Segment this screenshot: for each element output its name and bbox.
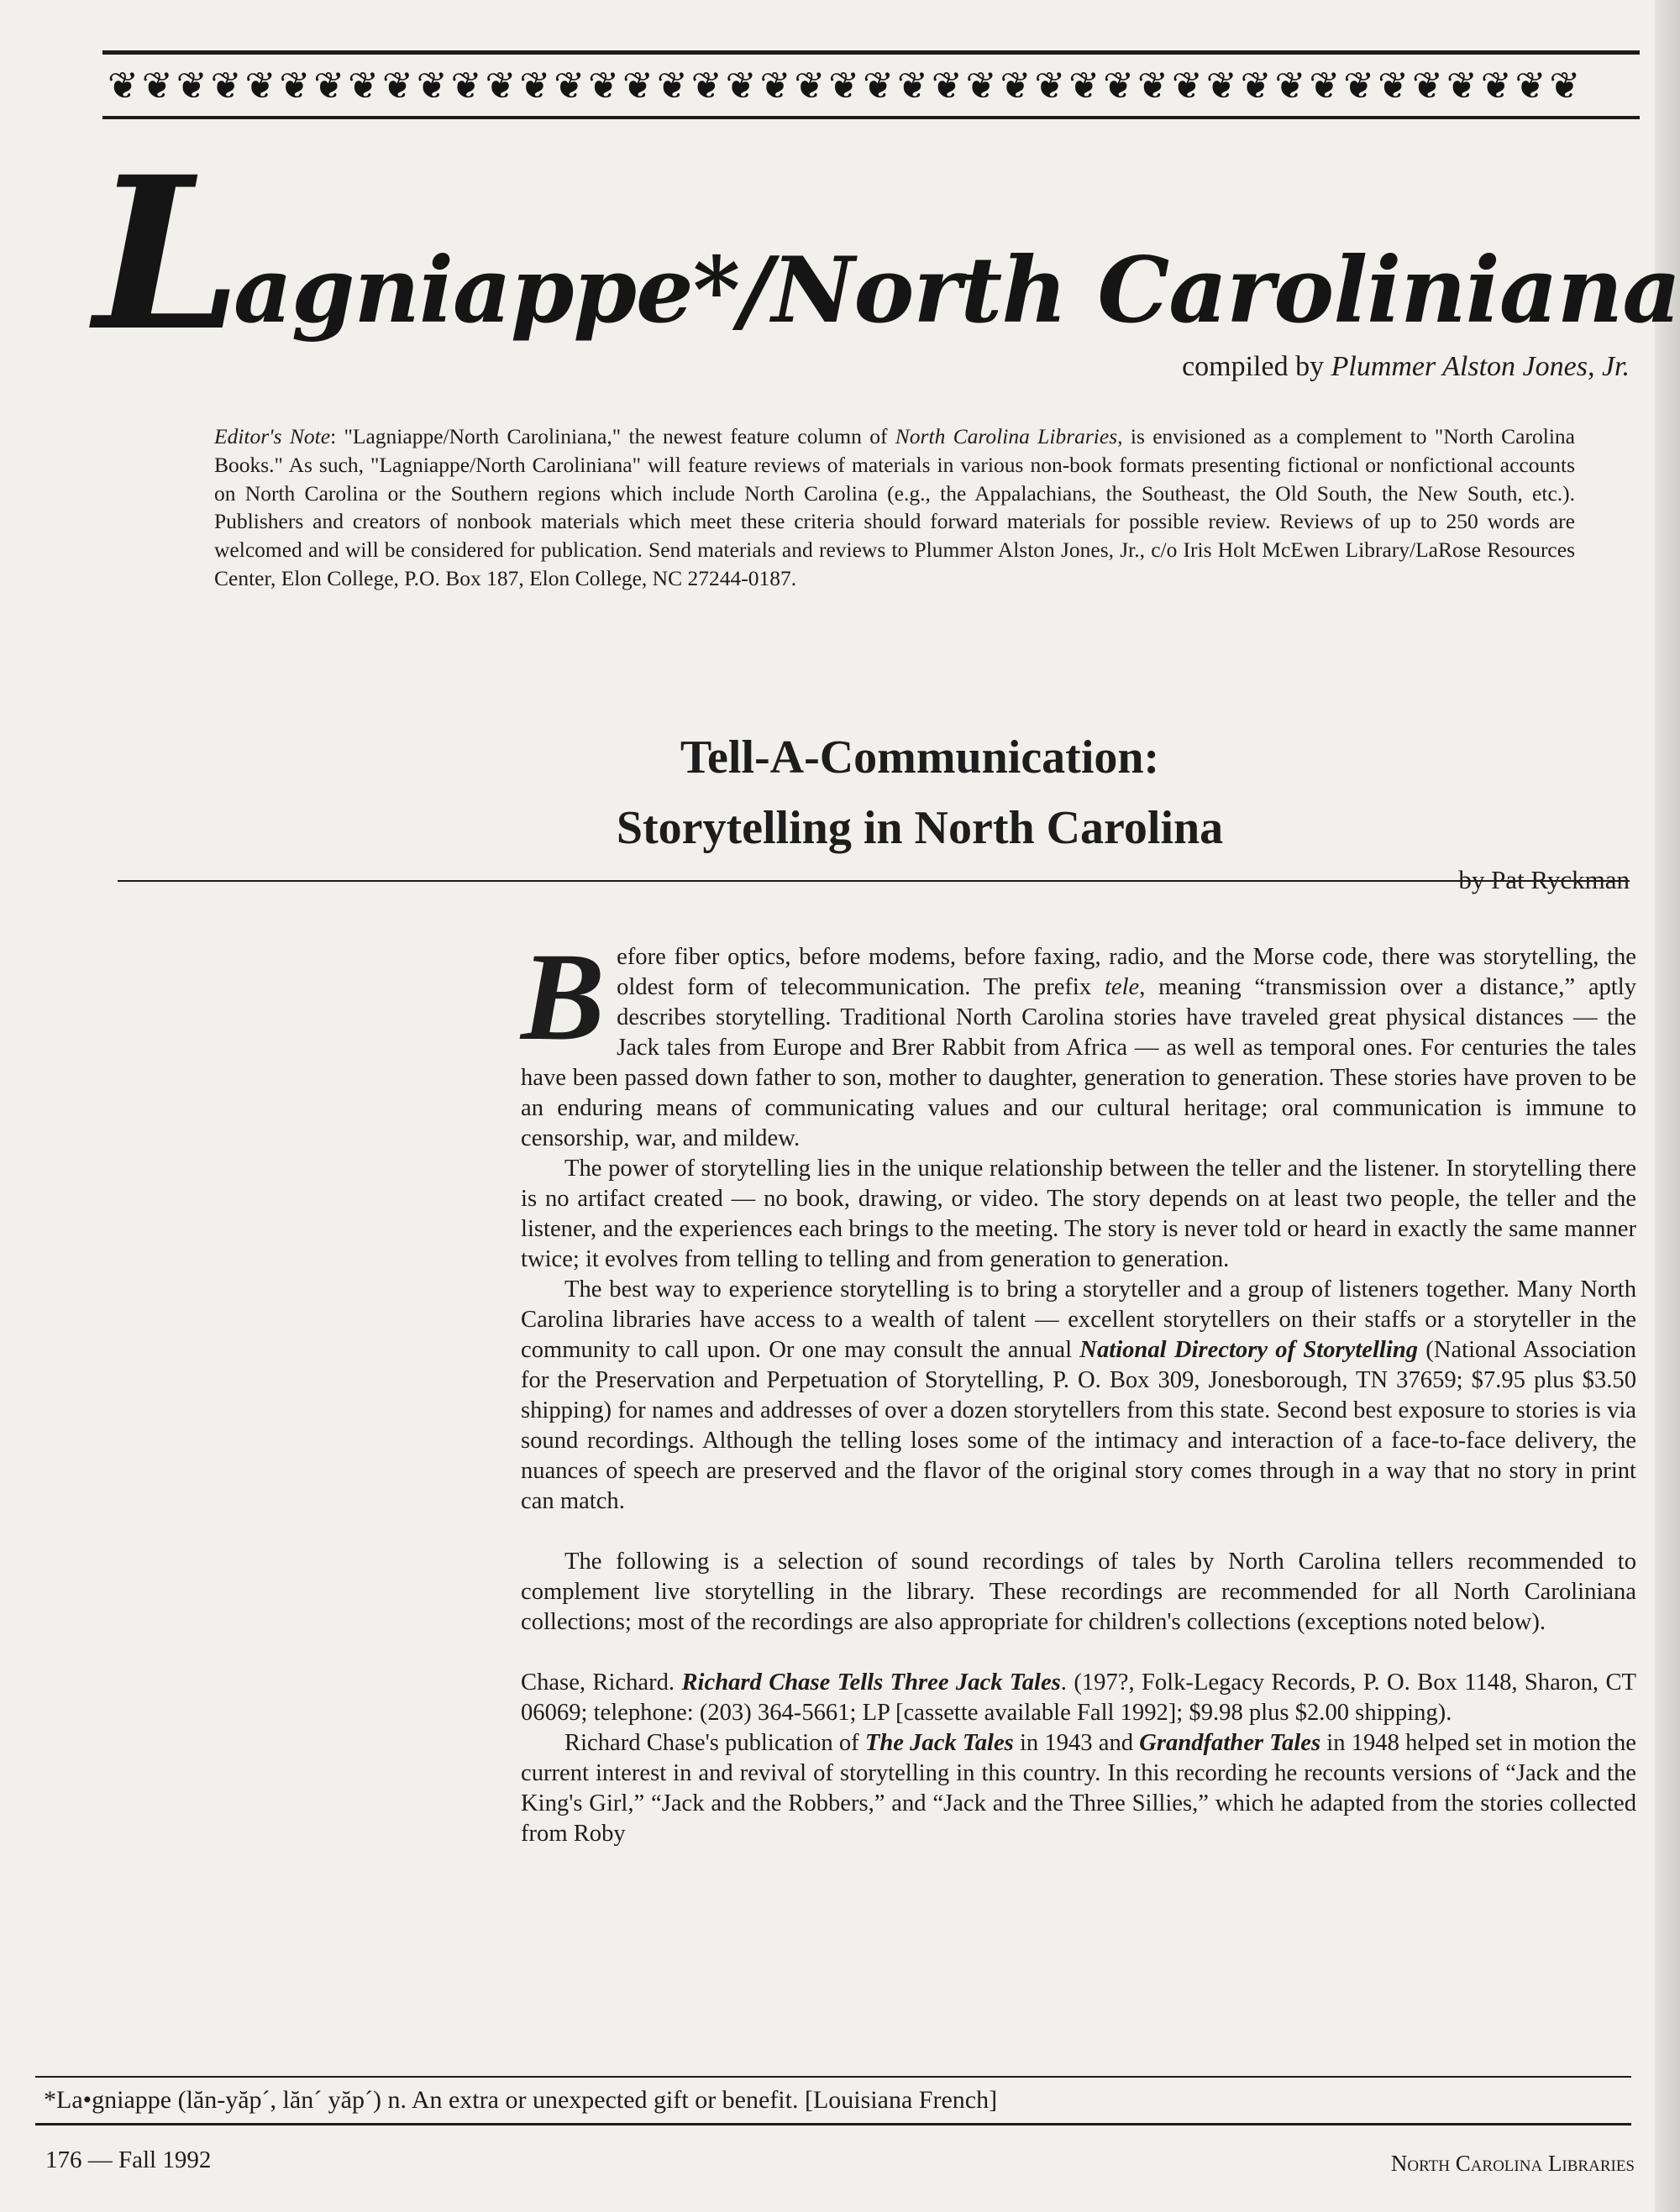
masthead-top-rule [102,50,1640,55]
paragraph-2: The power of storytelling lies in the unique relationship between the teller and the listener. In storytelling there is no artifact created — no book, drawing, or video. The story depends on at least two people, the teller and the listener, and the experiences each brings to the meeting. The story is never told or heard in exactly the same manner twice; it evolves from telling to telling and from generation to generation. [521,1156,1636,1272]
book-title-jack-tales: The Jack Tales [864,1730,1014,1756]
masthead-title: agniappe*/North Caroliniana [234,238,1680,343]
entry-details: . (197?, Folk-Legacy Records, P. O. Box 1148, Sharon, CT 06069; telephone: (203) 364-5661; LP [cassette available Fall 1992]; $9.98 plus $2.00 shipping). [521,1669,1636,1726]
entry-author: Chase, Richard. [521,1669,682,1696]
paragraph-1-a: efore fiber optics, before modems, before faxing, radio, and the Morse code, there was storytelling, the oldest form of telecommunication. The prefix [617,944,1636,1000]
footnote-top-rule [35,2076,1631,2078]
masthead-ornament-rule [102,116,1640,119]
paragraph-1-b: , meaning “transmission over a distance,” aptly describes storytelling. Traditional North Carolina stories have traveled great physical distances — the Jack tales from Europe and Brer Rabbit from Africa — as well as temporal ones. For centuries the tales have been passed down father to son, mother to daughter, generation to generation. These stories have proven to be an enduring means of communicating values and our cultural heritage; oral communication is immune to censorship, war, and mildew. [521,974,1636,1151]
footnote: *La•gniappe (lăn-yăp´, lăn´ yăp´) n. An extra or unexpected gift or benefit. [Louisiana French] [44,2086,998,2114]
compiled-prefix: compiled by [1182,351,1331,382]
footnote-bottom-rule [35,2123,1631,2126]
paragraph-1 [521,927,1636,1154]
paragraph-3 [521,1275,1636,1517]
editor-note-journal: North Carolina Libraries [895,424,1118,448]
term-tele: tele [1104,974,1140,1000]
compiler-name: Plummer Alston Jones, Jr. [1331,351,1630,382]
paragraph-5 [521,1728,1636,1849]
ornament-border: ❦❦❦❦❦❦❦❦❦❦❦❦❦❦❦❦❦❦❦❦❦❦❦❦❦❦❦❦❦❦❦❦❦❦❦❦❦❦❦❦❦❦❦ [108,65,1584,107]
paragraph-3-a: The best way to experience storytelling is to bring a storyteller and a group of listeners together. Many North Carolina libraries have access to a wealth of talent — excellent storytellers on their staffs or a storyteller in the community to call upon. Or one may consult the annual [521,1276,1636,1363]
article-title [470,722,1369,863]
article-body [521,927,1636,1849]
drop-cap: B [521,927,606,1067]
paragraph-4: The following is a selection of sound recordings of tales by North Carolina tellers recommended to complement live storytelling in the library. These recordings are recommended for all North Caroliniana collections; most of the recordings are also appropriate for children's collections (exceptions noted below). [521,1549,1636,1635]
compiled-by [1092,351,1630,383]
book-title-grandfather-tales: Grandfather Tales [1139,1730,1321,1756]
review-entry [521,1668,1636,1728]
editor-note-text-2: , is envisioned as a complement to "North Carolina Books." As such, "Lagniappe/North Caroliniana" will feature reviews of materials in various non-book formats presenting fictional or nonfictional accounts on North Carolina or the Southern regions which include North Carolina (e.g., the Appalachians, the Southeast, the Old South, the New South, etc.). Publishers and creators of nonbook materials which meet these criteria should forward materials for possible review. Reviews of up to 250 words are welcomed and will be considered for publication. Send materials and reviews to Plummer Alston Jones, Jr., c/o Iris Holt McEwen Library/LaRose Resources Center, Elon College, P.O. Box 187, Elon College, NC 27244-0187. [214,424,1575,590]
directory-title: National Directory of Storytelling [1079,1337,1419,1363]
editor-note [214,422,1575,593]
page-folio: 176 — Fall 1992 [45,2146,212,2173]
editor-note-text-1: : "Lagniappe/North Caroliniana," the newest feature column of [330,424,895,448]
article-title-line-2: Storytelling in North Carolina [616,802,1224,854]
masthead-initial: L [94,130,242,377]
paragraph-5-a: Richard Chase's publication of [564,1730,865,1756]
editor-note-label: Editor's Note [214,424,331,448]
article-title-line-1: Tell-A-Communication: [680,731,1160,784]
entry-title: Richard Chase Tells Three Jack Tales [681,1669,1061,1696]
byline: by Pat Ryckman [1458,865,1630,894]
paragraph-3-b: (National Association for the Preservation and Perpetuation of Storytelling, P. O. Box 309, Jonesborough, TN 37659; $7.95 plus $3.50 shipping) for names and addresses of over a dozen storytellers from this state. Second best exposure to stories is via sound recordings. Although the telling loses some of the intimacy and interaction of a face-to-face delivery, the nuances of speech are preserved and the flavor of the original story comes through in a way that no story in print can match. [521,1337,1636,1514]
running-footer-journal: North Carolina Libraries [1390,2151,1635,2176]
paragraph-5-b: in 1943 and [1013,1730,1140,1756]
paragraph-5-c: in 1948 helped set in motion the current interest in and revival of storytelling in this country. In this recording he recounts versions of “Jack and the King's Girl,” “Jack and the Robbers,” and “Jack and the Three Sillies,” which he adapted from the stories collected from Roby [521,1730,1636,1847]
